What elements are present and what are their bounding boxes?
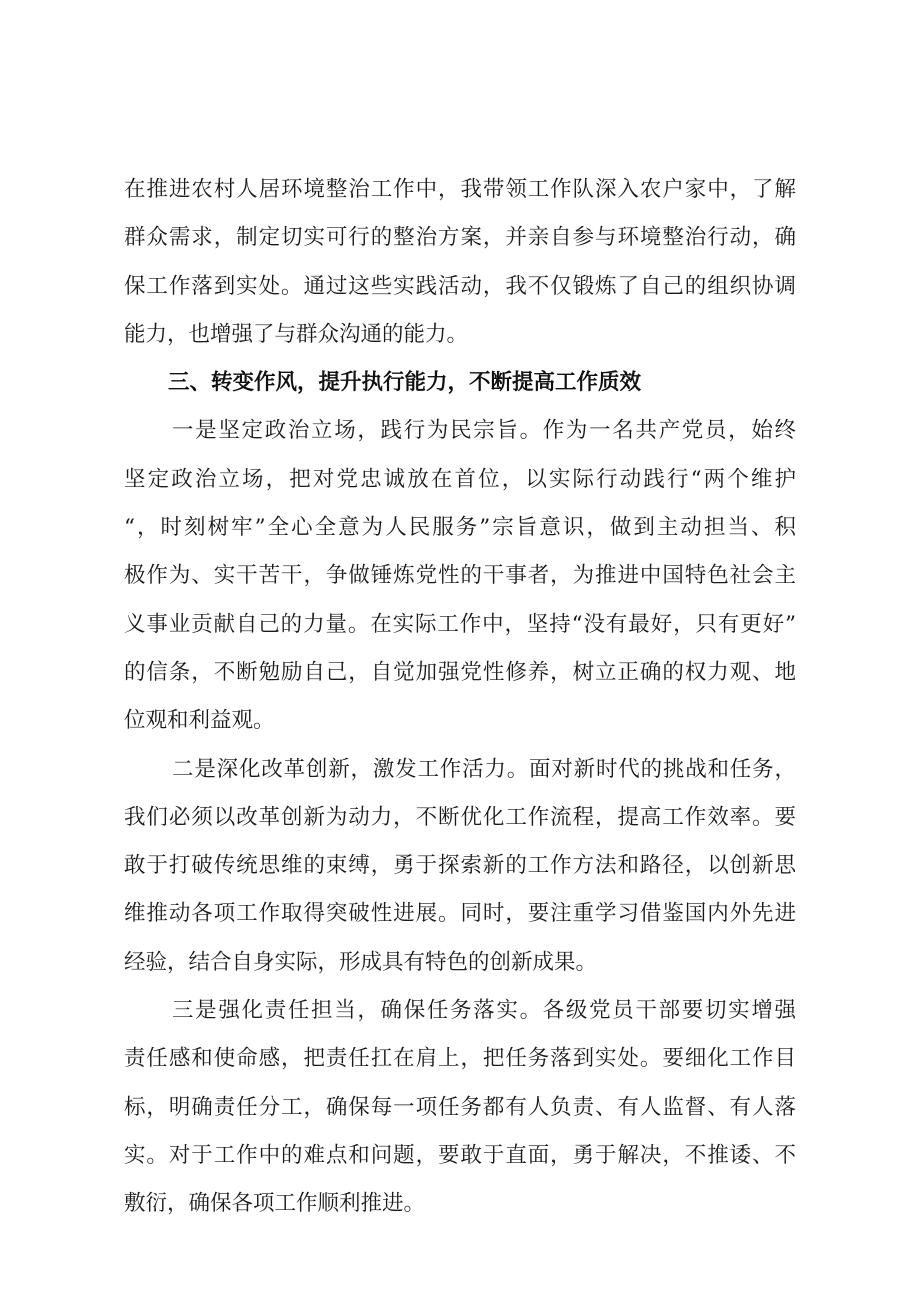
paragraph-line: 维推动各项工作取得突破性进展。同时，要注重学习借鉴国内外先进	[124, 901, 796, 927]
paragraph-line: 责任感和使命感，把责任扛在肩上，把任务落到实处。要细化工作目	[124, 1046, 796, 1072]
paragraph-line: “，时刻树牢”全心全意为人民服务”宗旨意识，做到主动担当、积	[124, 515, 796, 541]
paragraph-two	[124, 746, 796, 987]
paragraph-one	[124, 407, 796, 745]
paragraph-line: 三是强化责任担当，确保任务落实。各级党员干部要切实增强	[172, 998, 796, 1024]
paragraph-line: 义事业贡献自己的力量。在实际工作中，坚持“没有最好，只有更好”	[124, 611, 796, 637]
paragraph-line: 二是深化改革创新，激发工作活力。面对新时代的挑战和任务，	[172, 756, 796, 782]
paragraph-line: 的信条，不断勉励自己，自觉加强党性修养，树立正确的权力观、地	[124, 659, 796, 685]
paragraph-three	[124, 987, 796, 1228]
paragraph-line: 能力，也增强了与群众沟通的能力。	[124, 321, 469, 347]
paragraph-line: 经验，结合自身实际，形成具有特色的创新成果。	[124, 949, 598, 975]
paragraph-line: 我们必须以改革创新为动力，不断优化工作流程，提高工作效率。要	[124, 804, 796, 830]
paragraph-line: 坚定政治立场，把对党忠诚放在首位，以实际行动践行“两个维护	[124, 466, 796, 492]
paragraph-line: 位观和利益观。	[124, 708, 275, 734]
document-body	[124, 166, 796, 1229]
paragraph-intro	[124, 166, 796, 359]
paragraph-line: 一是坚定政治立场，践行为民宗旨。作为一名共产党员，始终	[172, 418, 796, 444]
paragraph-line: 敢于打破传统思维的束缚，勇于探索新的工作方法和路径，以创新思	[124, 853, 796, 879]
paragraph-line: 在推进农村人居环境整治工作中，我带领工作队深入农户家中，了解	[124, 177, 796, 202]
paragraph-line: 极作为、实干苦干，争做锤炼党性的干事者，为推进中国特色社会主	[124, 563, 796, 589]
paragraph-line: 保工作落到实处。通过这些实践活动，我不仅锻炼了自己的组织协调	[124, 273, 796, 299]
paragraph-line: 标，明确责任分工，确保每一项任务都有人负责、有人监督、有人落	[124, 1094, 796, 1120]
paragraph-line: 实。对于工作中的难点和问题，要敢于直面，勇于解决，不推诿、不	[124, 1142, 796, 1168]
section-heading: 三、转变作风，提升执行能力，不断提高工作质效	[168, 370, 642, 396]
paragraph-line: 群众需求，制定切实可行的整治方案，并亲自参与环境整治行动，确	[124, 225, 796, 251]
paragraph-line: 敷衍，确保各项工作顺利推进。	[124, 1191, 426, 1217]
